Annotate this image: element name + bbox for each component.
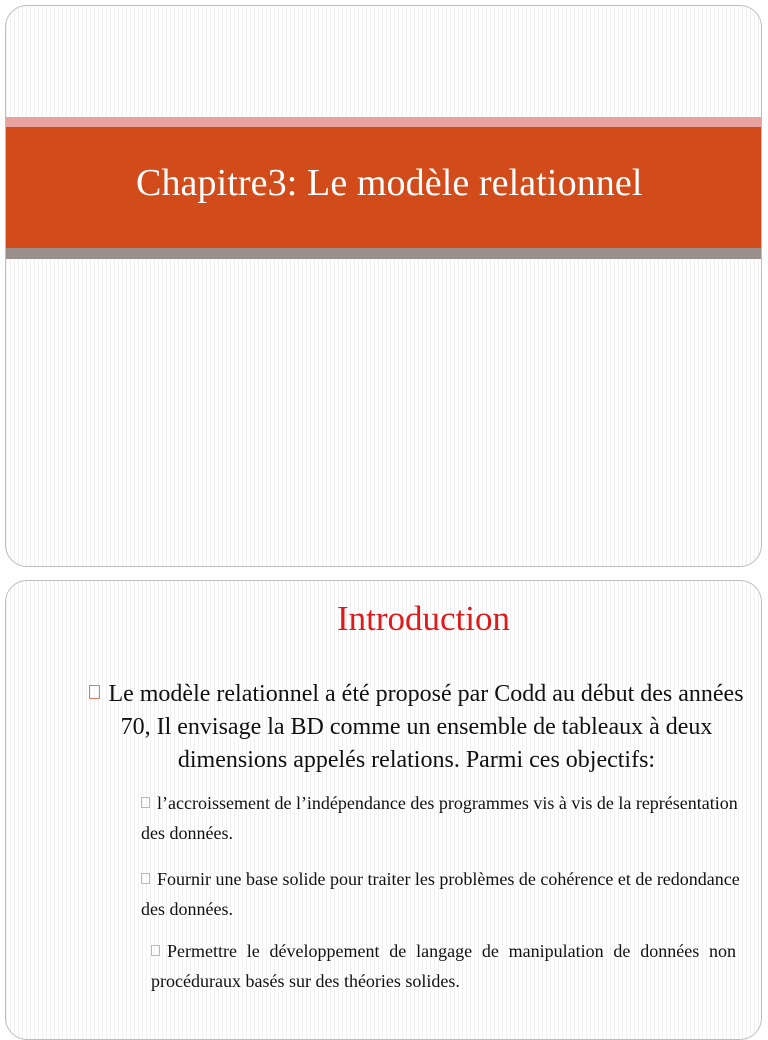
- main-bullet-text: Le modèle relationnel a été proposé par Codd au début des années 70, Il envisage la BD comme un ensemble de tableaux à deux dimensions appelés relations. Parmi ces objectifs:: [108, 681, 744, 773]
- sub-bullet-3: [151, 936, 736, 996]
- square-bullet-icon: [141, 797, 150, 808]
- sub-bullet-1: [141, 788, 751, 848]
- slide-title: Chapitre3: Le modèle relationnel: [136, 162, 643, 204]
- sub-bullet-text: Permettre le développement de langage de manipulation de données non procéduraux basés sur des théories solides.: [151, 941, 736, 991]
- title-slide: [5, 5, 762, 567]
- sub-bullet-text: l’accroissement de l’indépendance des programmes vis à vis de la représentation des données.: [141, 793, 738, 843]
- title-band-top-stripe: [6, 117, 761, 127]
- square-bullet-icon: [141, 873, 150, 884]
- main-bullet: [73, 678, 760, 777]
- introduction-heading: Introduction: [336, 599, 511, 638]
- square-bullet-icon: [89, 685, 100, 699]
- title-band-bottom-stripe: [6, 248, 761, 259]
- introduction-slide: [5, 580, 762, 1040]
- sub-bullet-2: [141, 864, 751, 924]
- sub-bullet-text: Fournir une base solide pour traiter les problèmes de cohérence et de redondance des données.: [141, 869, 740, 919]
- square-bullet-icon: [151, 945, 160, 956]
